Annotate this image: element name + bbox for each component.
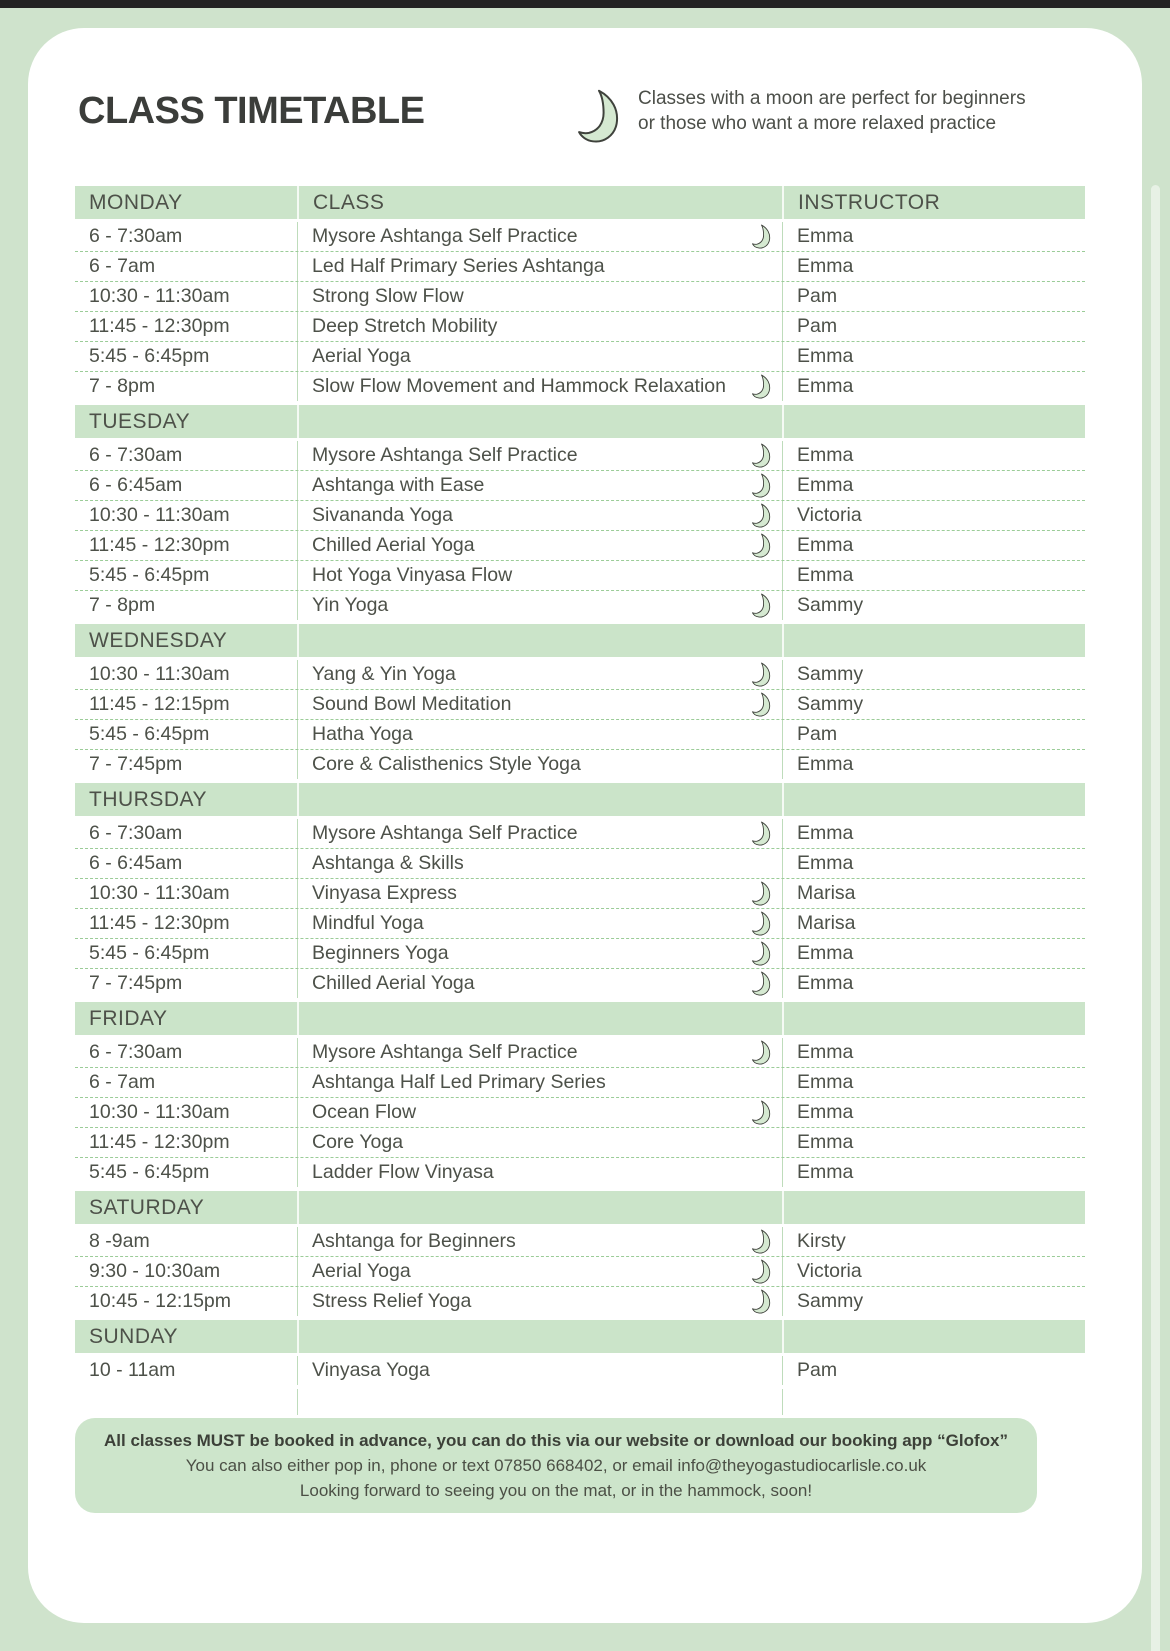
row-class: Hot Yoga Vinyasa Flow <box>312 564 513 586</box>
row-time: 6 - 7am <box>89 1071 156 1093</box>
row-time: 7 - 7:45pm <box>89 972 183 994</box>
row-instructor: Sammy <box>782 690 1085 719</box>
row-instructor: Emma <box>782 222 1085 251</box>
table-row <box>75 909 1085 939</box>
section-rows <box>75 1356 1085 1385</box>
row-class-cell <box>297 1227 782 1256</box>
row-class-cell <box>297 969 782 998</box>
moon-icon <box>751 533 772 558</box>
table-row <box>75 591 1085 620</box>
day-band <box>75 1002 1085 1035</box>
row-class-cell <box>297 819 782 848</box>
day-band <box>75 1320 1085 1353</box>
row-time: 5:45 - 6:45pm <box>89 723 210 745</box>
day-band <box>75 624 1085 657</box>
class-column-header <box>297 1320 782 1353</box>
booking-note <box>75 1418 1037 1513</box>
row-time: 10 - 11am <box>89 1359 176 1381</box>
booking-note-line-3: Looking forward to seeing you on the mat, or in the hammock, soon! <box>299 1480 813 1500</box>
row-class-cell <box>297 561 782 590</box>
row-class-cell <box>297 441 782 470</box>
day-band-label: FRIDAY <box>89 1006 168 1030</box>
row-class: Deep Stretch Mobility <box>312 315 498 337</box>
row-instructor: Emma <box>782 1068 1085 1097</box>
table-spacer-row <box>75 1389 1085 1415</box>
spacer-cell <box>297 1389 782 1415</box>
beginners-legend <box>576 86 1026 144</box>
row-class-cell <box>297 471 782 500</box>
row-class: Stress Relief Yoga <box>312 1290 472 1312</box>
table-row <box>75 1356 1085 1385</box>
row-class-cell <box>297 252 782 281</box>
row-time: 6 - 6:45am <box>89 474 183 496</box>
moon-icon <box>751 1100 772 1125</box>
table-row <box>75 969 1085 998</box>
row-class-cell <box>297 1098 782 1127</box>
row-time: 6 - 7:30am <box>89 822 183 844</box>
row-instructor: Pam <box>782 720 1085 749</box>
row-class: Ashtanga for Beginners <box>312 1230 516 1252</box>
row-class-cell <box>297 312 782 341</box>
row-class: Yin Yoga <box>312 594 389 616</box>
row-time: 6 - 7:30am <box>89 444 183 466</box>
row-time: 6 - 7:30am <box>89 225 183 247</box>
row-instructor: Marisa <box>782 879 1085 908</box>
moon-icon <box>751 1259 772 1284</box>
row-class-cell <box>297 282 782 311</box>
row-instructor: Emma <box>782 969 1085 998</box>
row-class: Ocean Flow <box>312 1101 417 1123</box>
row-class-cell <box>297 1068 782 1097</box>
day-band-label: WEDNESDAY <box>89 628 228 652</box>
row-class-cell <box>297 501 782 530</box>
moon-icon <box>576 88 622 144</box>
moon-icon <box>751 1040 772 1065</box>
table-row <box>75 1287 1085 1316</box>
table-row <box>75 441 1085 471</box>
row-instructor: Emma <box>782 1038 1085 1067</box>
row-instructor: Emma <box>782 561 1085 590</box>
row-class: Sound Bowl Meditation <box>312 693 512 715</box>
instructor-column-header <box>782 624 1085 657</box>
row-time: 10:30 - 11:30am <box>89 504 230 526</box>
row-instructor: Sammy <box>782 660 1085 689</box>
row-instructor: Emma <box>782 441 1085 470</box>
row-instructor: Marisa <box>782 909 1085 938</box>
section-rows <box>75 1227 1085 1316</box>
row-class: Aerial Yoga <box>312 345 411 367</box>
timetable-card <box>28 28 1142 1623</box>
table-row <box>75 849 1085 879</box>
table-row <box>75 471 1085 501</box>
row-class-cell <box>297 879 782 908</box>
row-instructor: Emma <box>782 849 1085 878</box>
row-instructor: Emma <box>782 939 1085 968</box>
row-class: Mysore Ashtanga Self Practice <box>312 225 578 247</box>
table-row <box>75 501 1085 531</box>
section-rows <box>75 222 1085 401</box>
row-class-cell <box>297 342 782 371</box>
table-row <box>75 222 1085 252</box>
moon-icon <box>751 503 772 528</box>
table-row <box>75 1158 1085 1187</box>
row-time: 10:30 - 11:30am <box>89 663 230 685</box>
row-time: 5:45 - 6:45pm <box>89 564 210 586</box>
table-row <box>75 282 1085 312</box>
moon-icon <box>751 443 772 468</box>
table-row <box>75 372 1085 401</box>
class-column-header <box>297 1191 782 1224</box>
moon-icon <box>751 374 772 399</box>
row-class-cell <box>297 1356 782 1385</box>
row-class: Led Half Primary Series Ashtanga <box>312 255 605 277</box>
day-section <box>75 783 1085 998</box>
moon-icon <box>751 881 772 906</box>
row-class: Ashtanga with Ease <box>312 474 485 496</box>
row-instructor: Emma <box>782 1158 1085 1187</box>
row-instructor: Emma <box>782 531 1085 560</box>
day-band <box>75 186 1085 219</box>
page-title: CLASS TIMETABLE <box>78 90 425 132</box>
day-section <box>75 1002 1085 1187</box>
row-class: Mysore Ashtanga Self Practice <box>312 444 578 466</box>
moon-icon <box>751 821 772 846</box>
row-time: 6 - 6:45am <box>89 852 183 874</box>
row-class-cell <box>297 1158 782 1187</box>
row-class: Vinyasa Express <box>312 882 457 904</box>
row-class: Beginners Yoga <box>312 942 449 964</box>
row-class: Aerial Yoga <box>312 1260 411 1282</box>
row-instructor: Kirsty <box>782 1227 1085 1256</box>
row-class-cell <box>297 1257 782 1286</box>
row-class-cell <box>297 750 782 779</box>
row-class: Ashtanga Half Led Primary Series <box>312 1071 606 1093</box>
legend-line-2: or those who want a more relaxed practice <box>638 113 997 134</box>
booking-note-line-1: All classes MUST be booked in advance, you can do this via our website or download our booking app “Glofox” <box>104 1430 1008 1450</box>
day-band <box>75 405 1085 438</box>
row-time: 5:45 - 6:45pm <box>89 942 210 964</box>
row-class-cell <box>297 849 782 878</box>
row-class-cell <box>297 909 782 938</box>
table-row <box>75 819 1085 849</box>
row-class: Strong Slow Flow <box>312 285 464 307</box>
class-column-header <box>297 1002 782 1035</box>
row-class: Ashtanga & Skills <box>312 852 464 874</box>
row-time: 10:45 - 12:15pm <box>89 1290 232 1312</box>
row-time: 8 -9am <box>89 1230 150 1252</box>
spacer-cell <box>75 1389 297 1415</box>
class-column-header <box>297 405 782 438</box>
row-time: 11:45 - 12:30pm <box>89 534 230 556</box>
row-time: 5:45 - 6:45pm <box>89 1161 210 1183</box>
row-instructor: Emma <box>782 1098 1085 1127</box>
row-class: Hatha Yoga <box>312 723 413 745</box>
moon-icon <box>751 971 772 996</box>
row-time: 11:45 - 12:30pm <box>89 315 230 337</box>
row-time: 10:30 - 11:30am <box>89 285 230 307</box>
row-class: Mysore Ashtanga Self Practice <box>312 822 578 844</box>
table-row <box>75 1128 1085 1158</box>
instructor-column-header <box>782 1320 1085 1353</box>
table-row <box>75 342 1085 372</box>
table-row <box>75 939 1085 969</box>
moon-icon <box>751 593 772 618</box>
class-column-header <box>297 783 782 816</box>
row-class-cell <box>297 1287 782 1316</box>
row-class-cell <box>297 591 782 620</box>
row-instructor: Pam <box>782 282 1085 311</box>
section-rows <box>75 441 1085 620</box>
row-instructor: Emma <box>782 750 1085 779</box>
row-class-cell <box>297 660 782 689</box>
day-section <box>75 624 1085 779</box>
moon-icon <box>751 473 772 498</box>
row-class-cell <box>297 939 782 968</box>
row-class-cell <box>297 720 782 749</box>
row-class-cell <box>297 372 782 401</box>
row-instructor: Emma <box>782 1128 1085 1157</box>
row-class-cell <box>297 1038 782 1067</box>
table-row <box>75 1227 1085 1257</box>
row-instructor: Emma <box>782 252 1085 281</box>
moon-icon <box>751 224 772 249</box>
instructor-column-header <box>782 783 1085 816</box>
day-band-label: THURSDAY <box>89 787 207 811</box>
row-instructor: Emma <box>782 819 1085 848</box>
day-band <box>75 783 1085 816</box>
scrollbar-thumb[interactable] <box>1151 185 1160 1651</box>
row-instructor: Emma <box>782 471 1085 500</box>
row-time: 11:45 - 12:15pm <box>89 693 230 715</box>
instructor-column-header <box>782 405 1085 438</box>
table-row <box>75 660 1085 690</box>
moon-icon <box>751 1229 772 1254</box>
table-row <box>75 252 1085 282</box>
instructor-column-header <box>782 1191 1085 1224</box>
day-band-label: SATURDAY <box>89 1195 205 1219</box>
row-time: 11:45 - 12:30pm <box>89 1131 230 1153</box>
legend-text <box>638 86 1026 136</box>
day-band-label: TUESDAY <box>89 409 191 433</box>
row-time: 11:45 - 12:30pm <box>89 912 230 934</box>
table-row <box>75 879 1085 909</box>
table-row <box>75 720 1085 750</box>
row-class-cell <box>297 1128 782 1157</box>
row-class: Mysore Ashtanga Self Practice <box>312 1041 578 1063</box>
row-class: Slow Flow Movement and Hammock Relaxation <box>312 375 726 397</box>
row-instructor: Sammy <box>782 591 1085 620</box>
day-section <box>75 1191 1085 1316</box>
row-instructor: Pam <box>782 1356 1085 1385</box>
table-row <box>75 1068 1085 1098</box>
row-time: 5:45 - 6:45pm <box>89 345 210 367</box>
row-class: Yang & Yin Yoga <box>312 663 456 685</box>
row-time: 10:30 - 11:30am <box>89 882 230 904</box>
section-rows <box>75 660 1085 779</box>
section-rows <box>75 1038 1085 1187</box>
booking-note-line-2: You can also either pop in, phone or text 07850 668402, or email info@theyogastudiocarlisle.co.uk <box>185 1455 927 1475</box>
row-class: Vinyasa Yoga <box>312 1359 430 1381</box>
timetable <box>75 186 1085 1415</box>
row-class: Chilled Aerial Yoga <box>312 972 475 994</box>
row-class: Core Yoga <box>312 1131 404 1153</box>
row-class-cell <box>297 222 782 251</box>
day-section <box>75 1320 1085 1385</box>
row-instructor: Sammy <box>782 1287 1085 1316</box>
day-band-label: SUNDAY <box>89 1324 178 1348</box>
moon-icon <box>751 1289 772 1314</box>
moon-icon <box>751 911 772 936</box>
day-band-label: MONDAY <box>89 190 183 214</box>
table-row <box>75 531 1085 561</box>
row-instructor: Victoria <box>782 501 1085 530</box>
class-column-header: CLASS <box>297 186 782 219</box>
moon-icon <box>751 662 772 687</box>
table-row <box>75 690 1085 720</box>
spacer-cell <box>782 1389 1085 1415</box>
day-section <box>75 186 1085 401</box>
row-class: Sivananda Yoga <box>312 504 453 526</box>
day-section <box>75 405 1085 620</box>
day-band <box>75 1191 1085 1224</box>
section-rows <box>75 819 1085 998</box>
row-time: 7 - 8pm <box>89 594 156 616</box>
row-instructor: Pam <box>782 312 1085 341</box>
table-row <box>75 1038 1085 1068</box>
row-time: 6 - 7:30am <box>89 1041 183 1063</box>
legend-line-1: Classes with a moon are perfect for beginners <box>638 88 1026 109</box>
row-class: Ladder Flow Vinyasa <box>312 1161 494 1183</box>
instructor-column-header: INSTRUCTOR <box>782 186 1085 219</box>
class-column-header <box>297 624 782 657</box>
row-class: Chilled Aerial Yoga <box>312 534 475 556</box>
table-row <box>75 312 1085 342</box>
row-time: 9:30 - 10:30am <box>89 1260 221 1282</box>
window-top-edge <box>0 0 1170 8</box>
row-instructor: Emma <box>782 372 1085 401</box>
row-time: 7 - 7:45pm <box>89 753 183 775</box>
row-class: Mindful Yoga <box>312 912 424 934</box>
row-class: Core & Calisthenics Style Yoga <box>312 753 581 775</box>
table-row <box>75 561 1085 591</box>
table-row <box>75 1098 1085 1128</box>
row-time: 6 - 7am <box>89 255 156 277</box>
instructor-column-header <box>782 1002 1085 1035</box>
row-time: 10:30 - 11:30am <box>89 1101 230 1123</box>
moon-icon <box>751 941 772 966</box>
table-row <box>75 750 1085 779</box>
row-instructor: Emma <box>782 342 1085 371</box>
row-class-cell <box>297 690 782 719</box>
moon-icon <box>751 692 772 717</box>
row-time: 7 - 8pm <box>89 375 156 397</box>
row-instructor: Victoria <box>782 1257 1085 1286</box>
row-class-cell <box>297 531 782 560</box>
table-row <box>75 1257 1085 1287</box>
